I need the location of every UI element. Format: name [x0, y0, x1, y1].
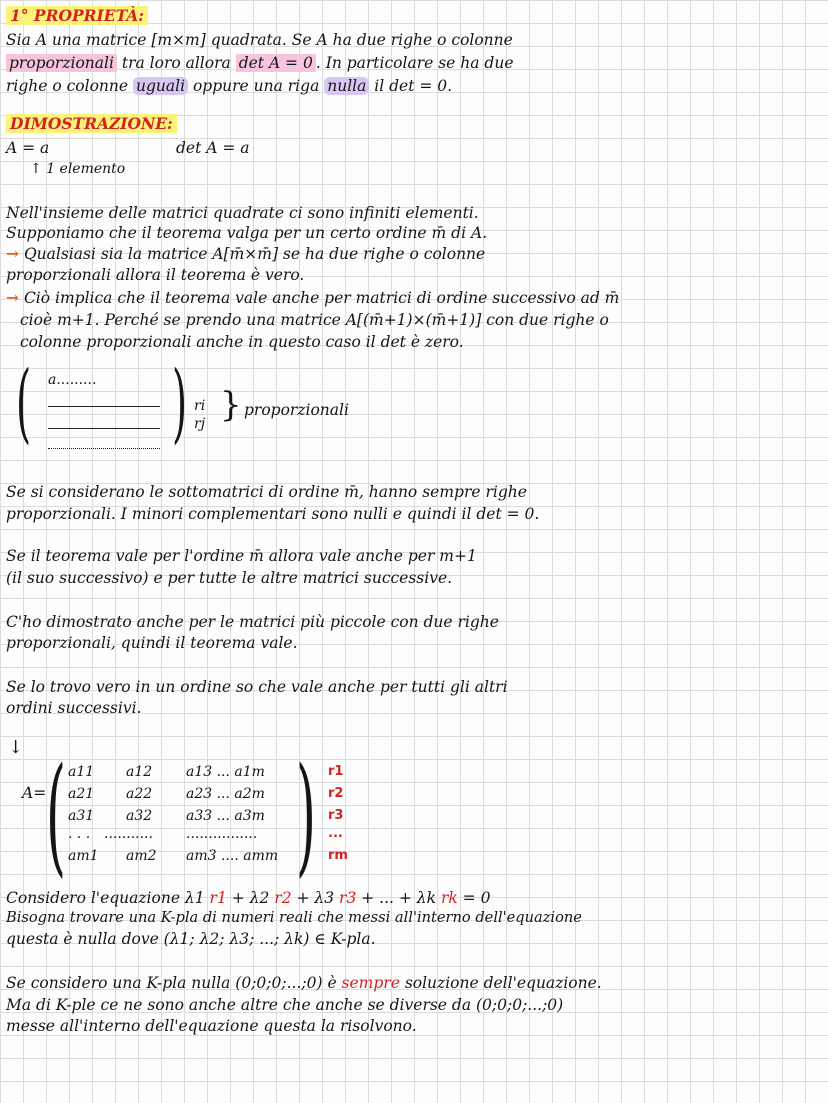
diagram-row-ri: [48, 406, 160, 407]
base-case-note: ↑ 1 elemento: [30, 161, 126, 177]
para1-line-7: colonne proporzionali anche in questo caso il det è zero.: [20, 333, 464, 351]
para5-line-1: Se lo trovo vero in un ordine so che vale anche per tutti gli altri: [6, 678, 508, 696]
matrix-cell: ................: [186, 826, 258, 842]
para4-line-1: C'ho dimostrato anche per le matrici più piccole con due righe: [6, 613, 499, 631]
matrix-cell: a23 ... a2m: [186, 786, 265, 802]
emphasis-sempre: sempre: [341, 974, 400, 992]
para1-line-5: → Ciò implica che il teorema vale anche per matrici di ordine successivo ad m̄: [6, 288, 620, 307]
matrix-cell: a13 ... a1m: [186, 764, 265, 780]
right-arrow-icon: →: [6, 288, 19, 307]
label-ri: ri: [194, 398, 206, 414]
para2-line-1: Se si considerano le sottomatrici di ordine m̄, hanno sempre righe: [6, 483, 527, 501]
matrix-cell: a31: [68, 808, 95, 824]
matrix-lhs: A=: [22, 784, 47, 802]
para3-line-1: Se il teorema vale per l'ordine m̄ allora vale anche per m+1: [6, 547, 477, 565]
highlight-nulla: nulla: [324, 77, 369, 95]
proof-heading-text: DIMOSTRAZIONE:: [6, 114, 177, 133]
matrix-cell: am3 .... amm: [186, 848, 279, 864]
diagram-row-rj: [48, 428, 160, 429]
row-label: r2: [328, 786, 344, 801]
intro-line-2: proporzionali tra loro allora det A = 0 . In particolare se ha due: [6, 53, 514, 73]
para7-line-2: Ma di K-ple ce ne sono anche altre che anche se diverse da (0;0;0;...;0): [6, 996, 564, 1014]
para5-line-2: ordini successivi.: [6, 699, 142, 717]
intro-line-3: righe o colonne uguali oppure una riga nulla il det = 0.: [6, 77, 453, 95]
matrix-right-paren: ): [296, 741, 316, 890]
left-paren: (: [16, 353, 32, 453]
matrix-cell: a32: [126, 808, 153, 824]
matrix-cell: ...........: [104, 826, 153, 842]
para1-line-2: Supponiamo che il teorema valga per un certo ordine m̄ di A.: [6, 224, 488, 242]
para6-line-1: Considero l'equazione λ1 r1 + λ2 r2 + λ3 r3 + ... + λk rk = 0: [6, 889, 491, 907]
row-label: r1: [328, 764, 344, 779]
para7-line-3: messe all'interno dell'equazione questa la risolvono.: [6, 1017, 417, 1035]
matrix-cell: . . .: [68, 826, 91, 842]
highlight-proporzionali: proporzionali: [6, 54, 117, 72]
arrow-up-icon: ↑: [30, 161, 42, 177]
para6-line-2: Bisogna trovare una K-pla di numeri reali che messi all'interno dell'equazione: [6, 909, 582, 926]
matrix-cell: a21: [68, 786, 95, 802]
matrix-cell: a22: [126, 786, 153, 802]
diagram-row-dotted: [48, 448, 160, 449]
intro-line-1: Sia A una matrice [m×m] quadrata. Se A ha due righe o colonne: [6, 31, 513, 49]
property-heading: [6, 6, 148, 26]
row-label: rm: [328, 848, 348, 863]
label-proporzionali: proporzionali: [244, 401, 349, 419]
para7-line-1: Se considero una K-pla nulla (0;0;0;...;0) è sempre soluzione dell'equazione.: [6, 974, 602, 992]
diagram-cell-a: a.........: [48, 372, 97, 388]
heading-text: 1° PROPRIETÀ:: [6, 6, 148, 25]
base-case-det: det A = a: [176, 139, 250, 157]
para1-line-1: Nell'insieme delle matrici quadrate ci sono infiniti elementi.: [6, 204, 479, 222]
para2-line-2: proporzionali. I minori complementari sono nulli e quindi il det = 0.: [6, 505, 540, 523]
highlight-det-zero: det A = 0: [236, 54, 316, 72]
right-paren: ): [172, 353, 188, 453]
proof-heading: [6, 114, 177, 134]
label-rj: rj: [194, 416, 206, 432]
base-case-a: A = a: [6, 139, 50, 157]
matrix-cell: am2: [126, 848, 157, 864]
matrix-cell: a12: [126, 764, 153, 780]
para1-line-3: → Qualsiasi sia la matrice A[m̄×m̄] se ha due righe o colonne: [6, 244, 486, 263]
row-label: r3: [328, 808, 344, 823]
matrix-cell: a33 ... a3m: [186, 808, 265, 824]
down-arrow-icon: ↓: [8, 737, 24, 758]
para6-line-3: questa è nulla dove (λ1; λ2; λ3; ...; λk) ∈ K-pla.: [6, 930, 376, 948]
highlight-uguali: uguali: [133, 77, 188, 95]
curly-brace: }: [220, 385, 242, 425]
right-arrow-icon: →: [6, 244, 19, 263]
para3-line-2: (il suo successivo) e per tutte le altre matrici successive.: [6, 569, 453, 587]
matrix-left-paren: (: [46, 741, 66, 890]
para1-line-6: cioè m+1. Perché se prendo una matrice A[(m̄+1)×(m̄+1)] con due righe o: [20, 311, 609, 329]
matrix-cell: am1: [68, 848, 99, 864]
para1-line-4: proporzionali allora il teorema è vero.: [6, 266, 305, 284]
matrix-cell: a11: [68, 764, 95, 780]
row-label: ...: [328, 826, 343, 841]
para4-line-2: proporzionali, quindi il teorema vale.: [6, 634, 298, 652]
